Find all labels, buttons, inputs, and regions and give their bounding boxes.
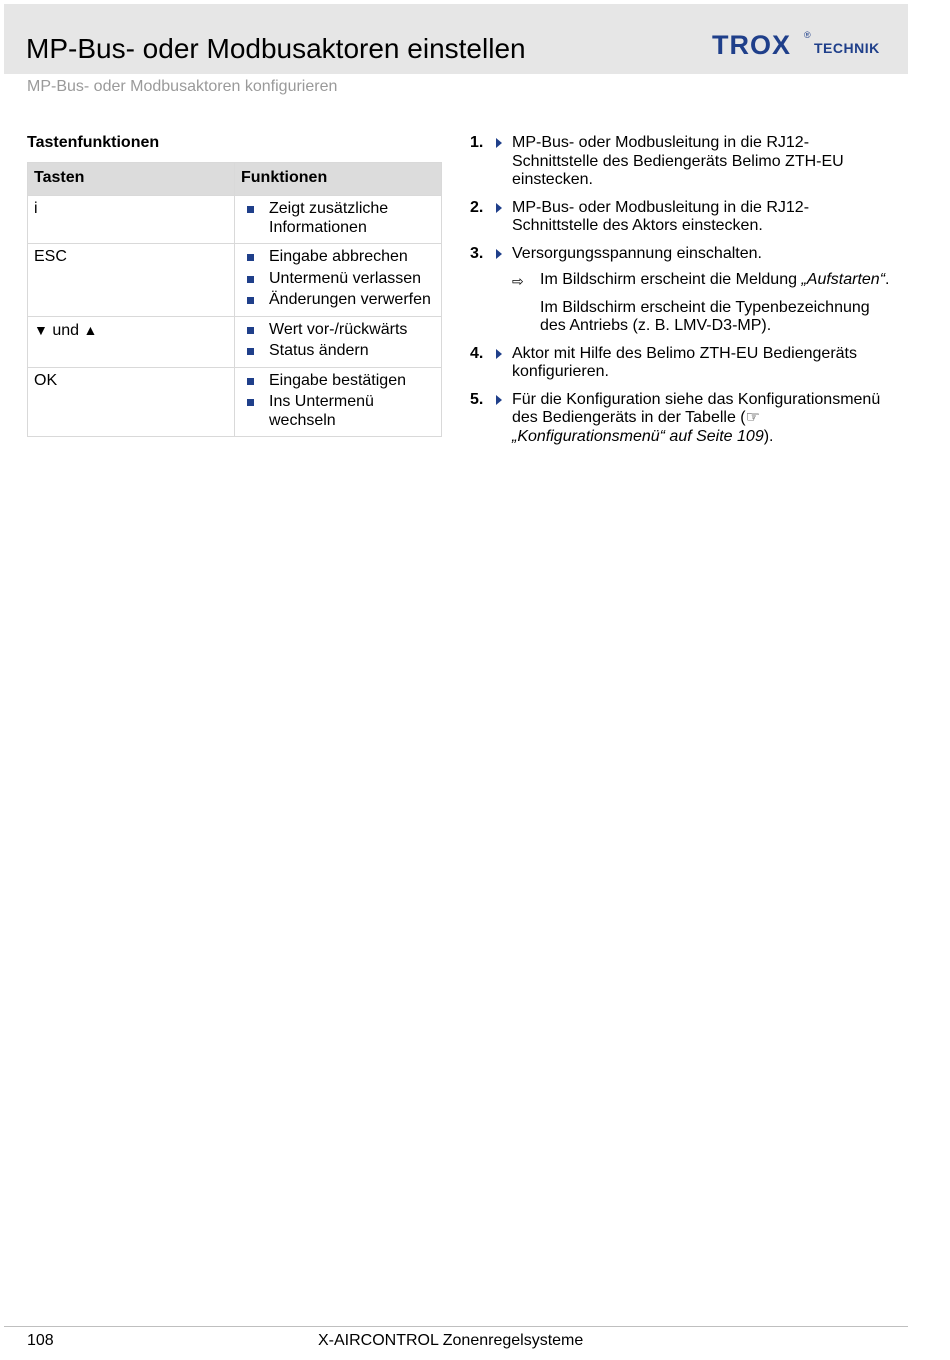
col-keys-header: Tasten [28, 163, 235, 196]
step-3-result: ⇨ Im Bildschirm erscheint die Meldung „Aufstarten“. [512, 271, 890, 289]
step-text: Für die Konfiguration siehe das Konfigurationsmenü des Bediengeräts in der Tabelle ( [512, 390, 881, 426]
document-name: X-AIRCONTROL Zonenregelsysteme [318, 1332, 584, 1349]
logo-registered: ® [804, 30, 811, 40]
logo-technik: TECHNIK [814, 40, 880, 56]
step-4 [470, 345, 890, 382]
table-header-row [28, 163, 442, 196]
step-number: 2. [470, 198, 484, 216]
step-arrow-icon [496, 249, 502, 259]
list-item: Eingabe abbrechen [241, 248, 435, 267]
step-3 [470, 245, 890, 264]
step-arrow-icon [496, 349, 502, 359]
step-text: MP-Bus- oder Modbusleitung in die RJ12-Schnittstelle des Bediengeräts Belimo ZTH-EU einstecken. [512, 134, 844, 188]
logo-trox: TROX [712, 30, 792, 60]
table-row [28, 244, 442, 317]
step-number: 4. [470, 344, 484, 362]
bullet-icon [247, 399, 254, 406]
list-item: Untermenü verlassen [241, 270, 435, 289]
page-subtitle: MP-Bus- oder Modbusaktoren konfigurieren [27, 78, 338, 95]
functions-cell [235, 316, 442, 367]
list-item: Status ändern [241, 342, 435, 361]
step-arrow-icon [496, 203, 502, 213]
step-text: Aktor mit Hilfe des Belimo ZTH-EU Bediengeräts konfigurieren. [512, 344, 857, 380]
step-5: 5. Für die Konfiguration siehe das Konfigurationsmenü des Bediengeräts in der Tabelle (☞ „Konfigurationsmenü“ auf Seite 109). [470, 390, 881, 445]
functions-cell [235, 196, 442, 244]
step-number: 1. [470, 134, 484, 151]
arrow-down-icon: ▼ [34, 321, 48, 338]
result-arrow-icon: ⇨ [512, 273, 524, 289]
bullet-icon [247, 348, 254, 355]
page-title: MP-Bus- oder Modbusaktoren einstellen [26, 33, 526, 64]
message-aufstarten: „Aufstarten“ [801, 271, 886, 288]
list-item: Wert vor-/rückwärts [241, 321, 435, 340]
list-item: Eingabe bestätigen [241, 372, 435, 391]
step-number: 3. [470, 244, 484, 262]
step-number: 5. [470, 390, 484, 408]
keys-heading: Tastenfunktionen [27, 134, 160, 151]
bullet-icon [247, 206, 254, 213]
step-1 [470, 134, 890, 190]
table-row [28, 316, 442, 367]
page-number: 108 [27, 1332, 54, 1349]
col-functions-header: Funktionen [235, 163, 442, 196]
step-2 [470, 199, 890, 236]
list-item: Änderungen verwerfen [241, 291, 435, 310]
page-header [4, 4, 908, 74]
step-text: MP-Bus- oder Modbusleitung in die RJ12-Schnittstelle des Aktors einstecken. [512, 198, 810, 234]
key-cell [28, 316, 235, 367]
functions-cell [235, 244, 442, 317]
step-arrow-icon [496, 395, 502, 405]
bullet-icon [247, 297, 254, 304]
bullet-icon [247, 276, 254, 283]
arrow-up-icon: ▲ [83, 321, 98, 338]
key-and-text: und [52, 321, 80, 339]
step-arrow-icon [496, 138, 502, 148]
key-functions-table [27, 162, 442, 437]
list-item: Ins Untermenü wechseln [241, 393, 435, 430]
key-cell: OK [28, 367, 235, 437]
key-cell: i [28, 196, 235, 244]
table-row [28, 196, 442, 244]
functions-cell [235, 367, 442, 437]
procedure-steps [470, 134, 890, 455]
list-item: Zeigt zusätzliche Informationen [241, 200, 435, 237]
key-cell: ESC [28, 244, 235, 317]
step-text: Versorgungsspannung einschalten. [512, 244, 762, 262]
pointing-hand-icon: ☞ [745, 409, 760, 426]
bullet-icon [247, 327, 254, 334]
step-3-note: Im Bildschirm erscheint die Typenbezeichnung des Antriebs (z. B. LMV-D3-MP). [540, 298, 870, 334]
footer-divider [4, 1326, 908, 1327]
table-row [28, 367, 442, 437]
link-text: „Konfigurationsmenü“ auf Seite 109 [512, 427, 764, 445]
bullet-icon [247, 378, 254, 385]
bullet-icon [247, 254, 254, 261]
